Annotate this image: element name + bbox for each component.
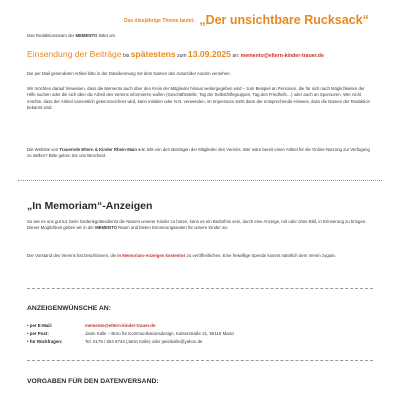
memoriam-title: „In Memoriam“-Anzeigen bbox=[27, 200, 153, 212]
contact-value: Tel. 0175 / 654 9744 (Janin Kalle) oder janinkalle@yahoo.de bbox=[85, 339, 203, 344]
memoriam-p2-before: Der Vorstand des Vereins hat beschlossen, die bbox=[27, 253, 118, 258]
intro-after: bittet um bbox=[97, 33, 116, 38]
deadline-part4: zum bbox=[175, 53, 188, 59]
memoriam-paragraph-1 bbox=[27, 219, 373, 232]
contact-label: • für Rückfragen: bbox=[27, 339, 63, 344]
deadline-part5: an: bbox=[230, 53, 241, 59]
section-divider bbox=[18, 180, 382, 181]
deadline-part3: spätestens bbox=[130, 49, 176, 59]
names-note: Die per Mail gesendeten Artikel bitte in der Dateibennung mit dem Namen des Autors/der Autorin versehen. bbox=[27, 71, 231, 76]
website-org: Trauernde Eltern & Kinder Rhein-Main e.V. bbox=[59, 147, 146, 152]
theme-title: „Der unsichtbare Rucksack“ bbox=[199, 13, 369, 27]
deadline-part2: bis bbox=[121, 53, 131, 59]
memoriam-p2-highlight: In Memoriam-Anzeigen kostenlos bbox=[117, 253, 186, 258]
contact-value: Janin Kalle – Büro für Kommunikationsdesign, Kaiserstraße 31, 55116 Mainz bbox=[85, 331, 235, 336]
memoriam-p1-after: Raum und bieten Erinnerungsseiten für unsere Kinder an. bbox=[116, 225, 229, 231]
memoriam-p1-before: So wie es uns gut tut, beim Gedenkgottesdienst die Namen unserer Kinder zu hören, kann es ein Bedürfnis sein, durch eine Anzeige, mit oder ohne Bild, in Erinnerung zu bringen. Dieser Möglichkeit geben wir in der bbox=[27, 219, 367, 231]
dashed-divider bbox=[27, 288, 373, 289]
website-after: lebt von den Beiträgen der Mitglieder des Vereins. Wer wäre bereit einen Artikel für die Online-Nutzung zur Verfügung zu stellen? Bitte geben Sie uns Bescheid. bbox=[27, 147, 370, 159]
intro-memento: MEMENTO bbox=[75, 33, 98, 38]
contact-label: • per Post: bbox=[27, 331, 49, 336]
intro-before: Das Redaktionsteam der bbox=[27, 33, 76, 38]
memoriam-paragraph-2 bbox=[27, 253, 373, 259]
vorgaben-heading: VORGABEN FÜR DEN DATENVERSAND: bbox=[27, 378, 159, 385]
memoriam-p2-after: zu veröffentlichen. Eine freiwillige Spende kommt natürlich dem Verein zugute. bbox=[185, 253, 336, 258]
distribution-paragraph: Wir möchten darauf hinweisen, dass die Memento auch über den Kreis der Mitglieder hinaus weitergegeben wird – zum Beispiel an Personen, die für sich nach Möglichkeiten der Hilfe suchen oder die sich über die Arbeit des Vereins informieren wollen (Geschäftsstelle, Tag der Selbsthilfegruppen, Tag des Friedhofs…) oder auch an Sponsoren. Wer nicht möchte, dass der Artikel namentlich gekennzeichnet wird, kann Initialen oder N.N. verwenden, im Impressum steht dann der entsprechende Hinweis, dass die Namen der Redaktion bekannt sind. bbox=[27, 86, 370, 111]
website-before: Die Website von bbox=[27, 147, 60, 152]
contact-label: • per E-Mail: bbox=[27, 323, 53, 328]
anzeigen-heading: ANZEIGENWÜNSCHE AN: bbox=[27, 305, 111, 312]
deadline-date: 13.09.2025 bbox=[187, 49, 231, 59]
dashed-divider bbox=[27, 360, 373, 361]
deadline-part1: Einsendung der Beiträge bbox=[27, 49, 122, 59]
website-paragraph bbox=[27, 147, 373, 160]
deadline-email-link[interactable]: memento@eltern-kinder-trauer.de bbox=[240, 53, 324, 59]
intro-text bbox=[27, 33, 373, 39]
contact-email-link[interactable]: memento@eltern-kinder-trauer.de bbox=[85, 323, 156, 328]
deadline-line bbox=[27, 49, 387, 59]
memoriam-p1-memento: MEMENTO bbox=[95, 225, 117, 231]
theme-header bbox=[124, 11, 384, 29]
theme-prefix: Das diesjährige Theme lautet: bbox=[124, 18, 195, 24]
